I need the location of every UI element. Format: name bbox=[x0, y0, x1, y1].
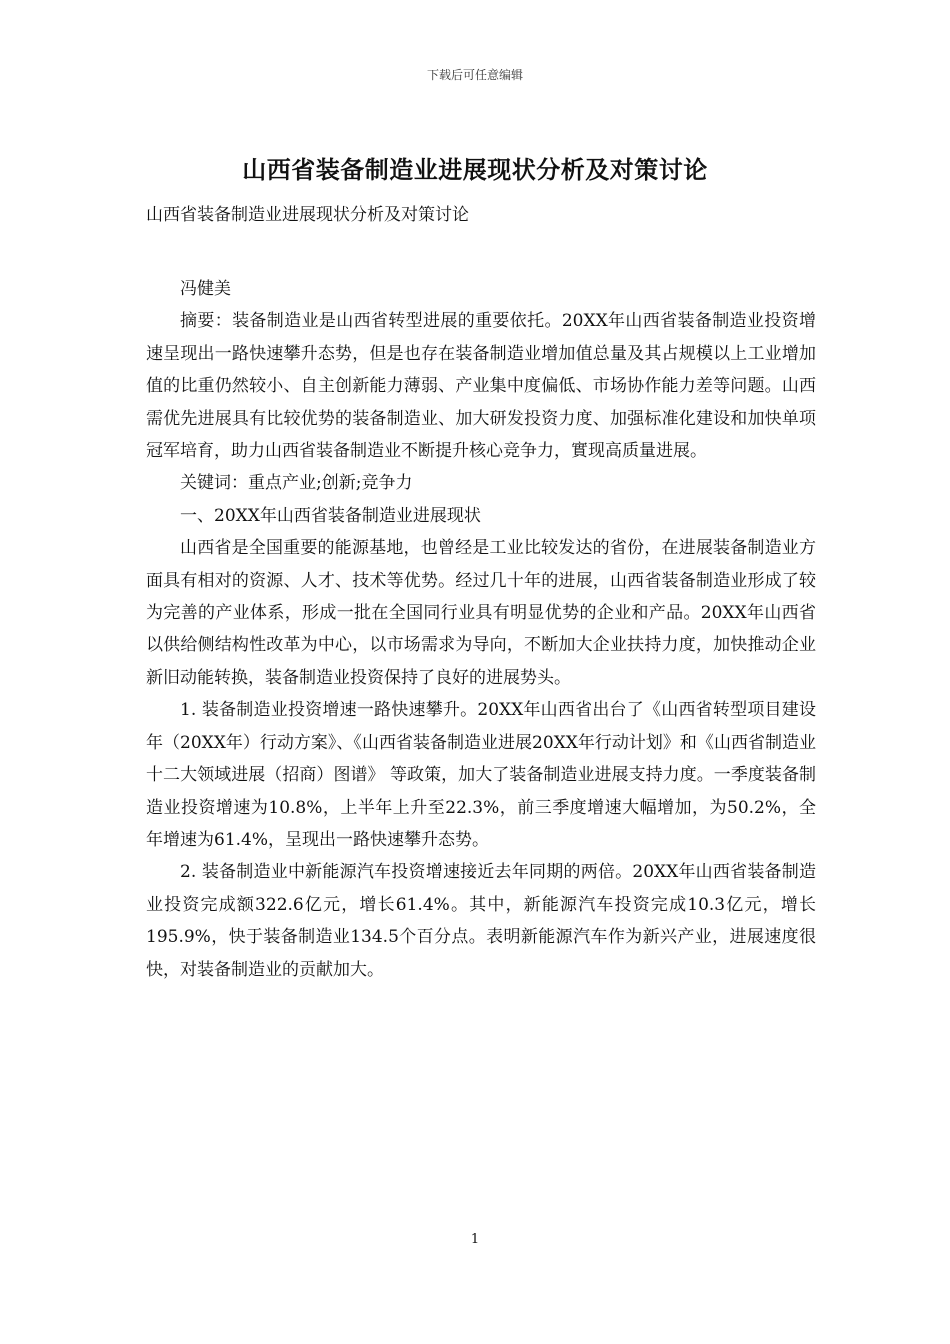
body-paragraph: 山西省是全国重要的能源基地，也曾经是工业比较发达的省份，在进展装备制造业方面具有相对的资源、人才、技术等优势。经过几十年的进展，山西省装备制造业形成了较为完善的产业体系，形成一批在全国同行业具有明显优势的企业和产品。20XX年山西省以供给侧结构性改革为中心，以市场需求为导向，不断加大企业扶持力度，加快推动企业新旧动能转换，装备制造业投资保持了良好的进展势头。 bbox=[146, 538, 816, 688]
body-paragraph: 1. 装备制造业投资增速一路快速攀升。20XX年山西省出台了《山西省转型项目建设年（20XX年）行动方案》、《山西省装备制造业进展20XX年行动计划》和《山西省制造业十二大领域进展（招商）图谱》 等政策，加大了装备制造业进展支持力度。一季度装备制造业投资增速为10.8%，上半年上升至22.3%，前三季度增速大幅增加，为50.2%，全年增速为61.4%，呈现出一路快速攀升态势。 bbox=[146, 700, 816, 850]
keywords-paragraph: 关键词：重点产业;创新;竞争力 bbox=[180, 473, 413, 494]
body-paragraph: 2. 装备制造业中新能源汽车投资增速接近去年同期的两倍。20XX年山西省装备制造业投资完成额322.6亿元，增长61.4%。其中，新能源汽车投资完成10.3亿元，增长195.9%，快于装备制造业134.5个百分点。表明新能源汽车作为新兴产业，进展速度很快，对装备制造业的贡献加大。 bbox=[146, 862, 816, 980]
document-body bbox=[146, 273, 816, 986]
page-number: 1 bbox=[470, 1232, 480, 1247]
document-title: 山西省装备制造业进展现状分析及对策讨论 bbox=[242, 155, 708, 184]
section-heading: 一、20XX年山西省装备制造业进展现状 bbox=[180, 505, 481, 526]
abstract-paragraph: 摘要：装备制造业是山西省转型进展的重要依托。20XX年山西省装备制造业投资增速呈现出一路快速攀升态势，但是也存在装备制造业增加值总量及其占规模以上工业增加值的比重仍然较小、自主创新能力薄弱、产业集中度偏低、市场协作能力差等问题。山西需优先进展具有比较优势的装备制造业、加大研发投资力度、加强标准化建设和加快单项冠军培育，助力山西省装备制造业不断提升核心竞争力，實现高质量进展。 bbox=[146, 311, 816, 462]
document-subtitle: 山西省装备制造业进展现状分析及对策讨论 bbox=[146, 205, 469, 225]
page-header-note: 下载后可任意编辑 bbox=[426, 68, 523, 82]
author-line: 冯健美 bbox=[180, 279, 231, 299]
